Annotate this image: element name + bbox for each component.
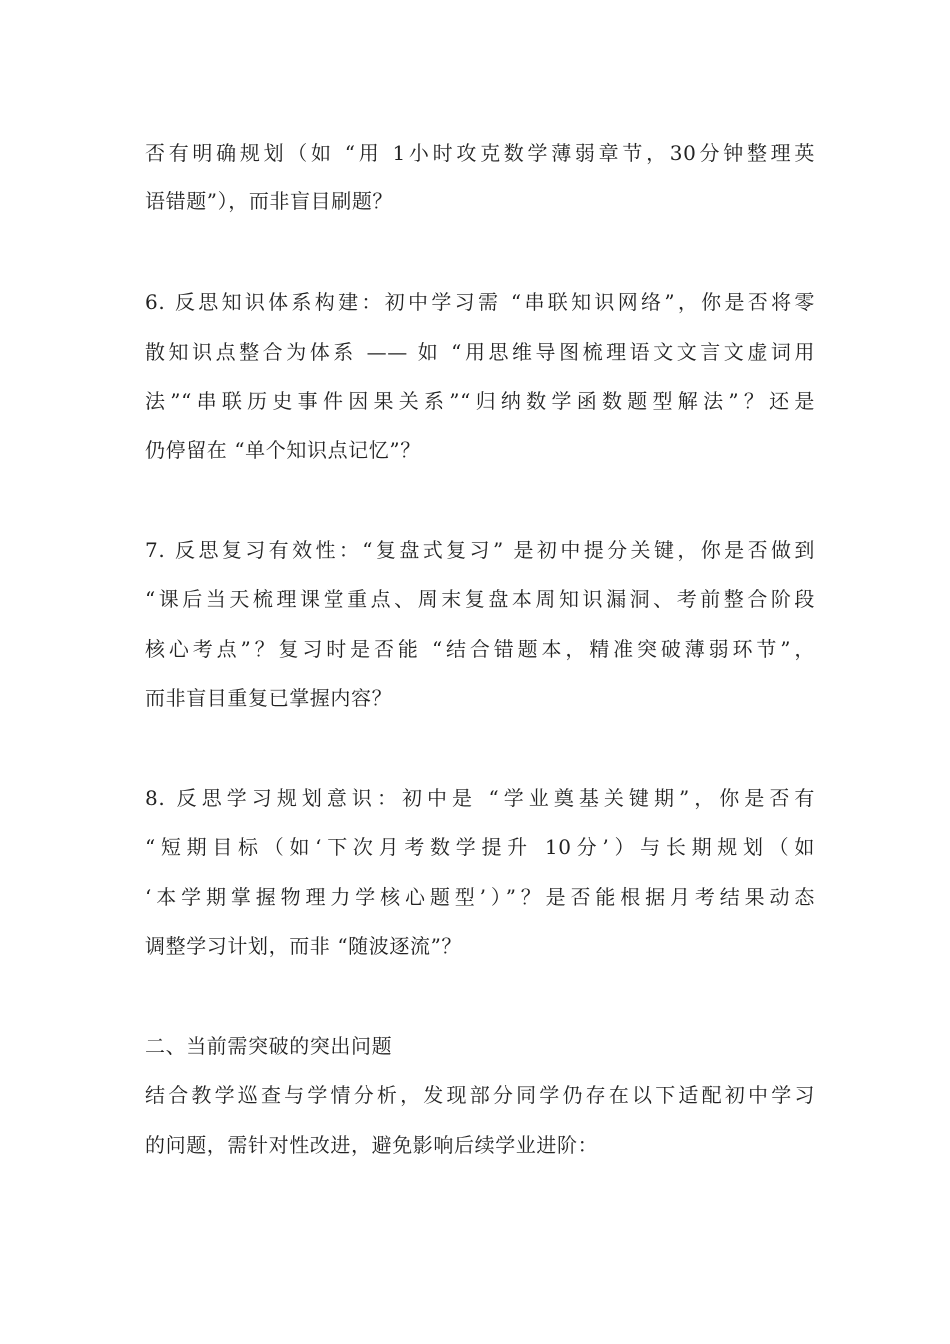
text-line: 调整学习计划，而非 “随波逐流”？ (145, 934, 463, 958)
text-line: 结合教学巡查与学情分析，发现部分同学仍存在以下适配初中学习 (145, 1083, 815, 1107)
text-line: 的问题，需针对性改进，避免影响后续学业进阶： (145, 1133, 599, 1157)
section-heading: 二、当前需突破的突出问题 (145, 1034, 393, 1058)
text-line: “课后当天梳理课堂重点、周末复盘本周知识漏洞、考前整合阶段 (145, 587, 815, 611)
text-line: 核心考点”？复习时是否能 “结合错题本，精准突破薄弱环节”， (145, 637, 815, 661)
text-line: 仍停留在 “单个知识点记忆”？ (145, 438, 421, 462)
item-7-heading: 7. 反思复习有效性：“复盘式复习” 是初中提分关键，你是否做到 (145, 538, 815, 562)
text-line: 散知识点整合为体系 —— 如 “用思维导图梳理语文文言文虚词用 (145, 340, 815, 364)
text-line: 法”“串联历史事件因果关系”“归纳数学函数题型解法”？还是 (145, 389, 815, 413)
text-line: 语错题”），而非盲目刷题？ (145, 189, 394, 213)
text-line: 否有明确规划（如 “用 1小时攻克数学薄弱章节，30分钟整理英 (145, 141, 815, 165)
text-line: ‘本学期掌握物理力学核心题型’）”？是否能根据月考结果动态 (145, 885, 815, 909)
text-line: “短期目标（如‘下次月考数学提升 10分’）与长期规划（如 (145, 835, 815, 859)
text-line: 而非盲目重复已掌握内容？ (145, 686, 393, 710)
item-8-heading: 8. 反思学习规划意识：初中是 “学业奠基关键期”，你是否有 (145, 786, 815, 810)
item-6-heading: 6. 反思知识体系构建：初中学习需 “串联知识网络”，你是否将零 (145, 290, 815, 314)
